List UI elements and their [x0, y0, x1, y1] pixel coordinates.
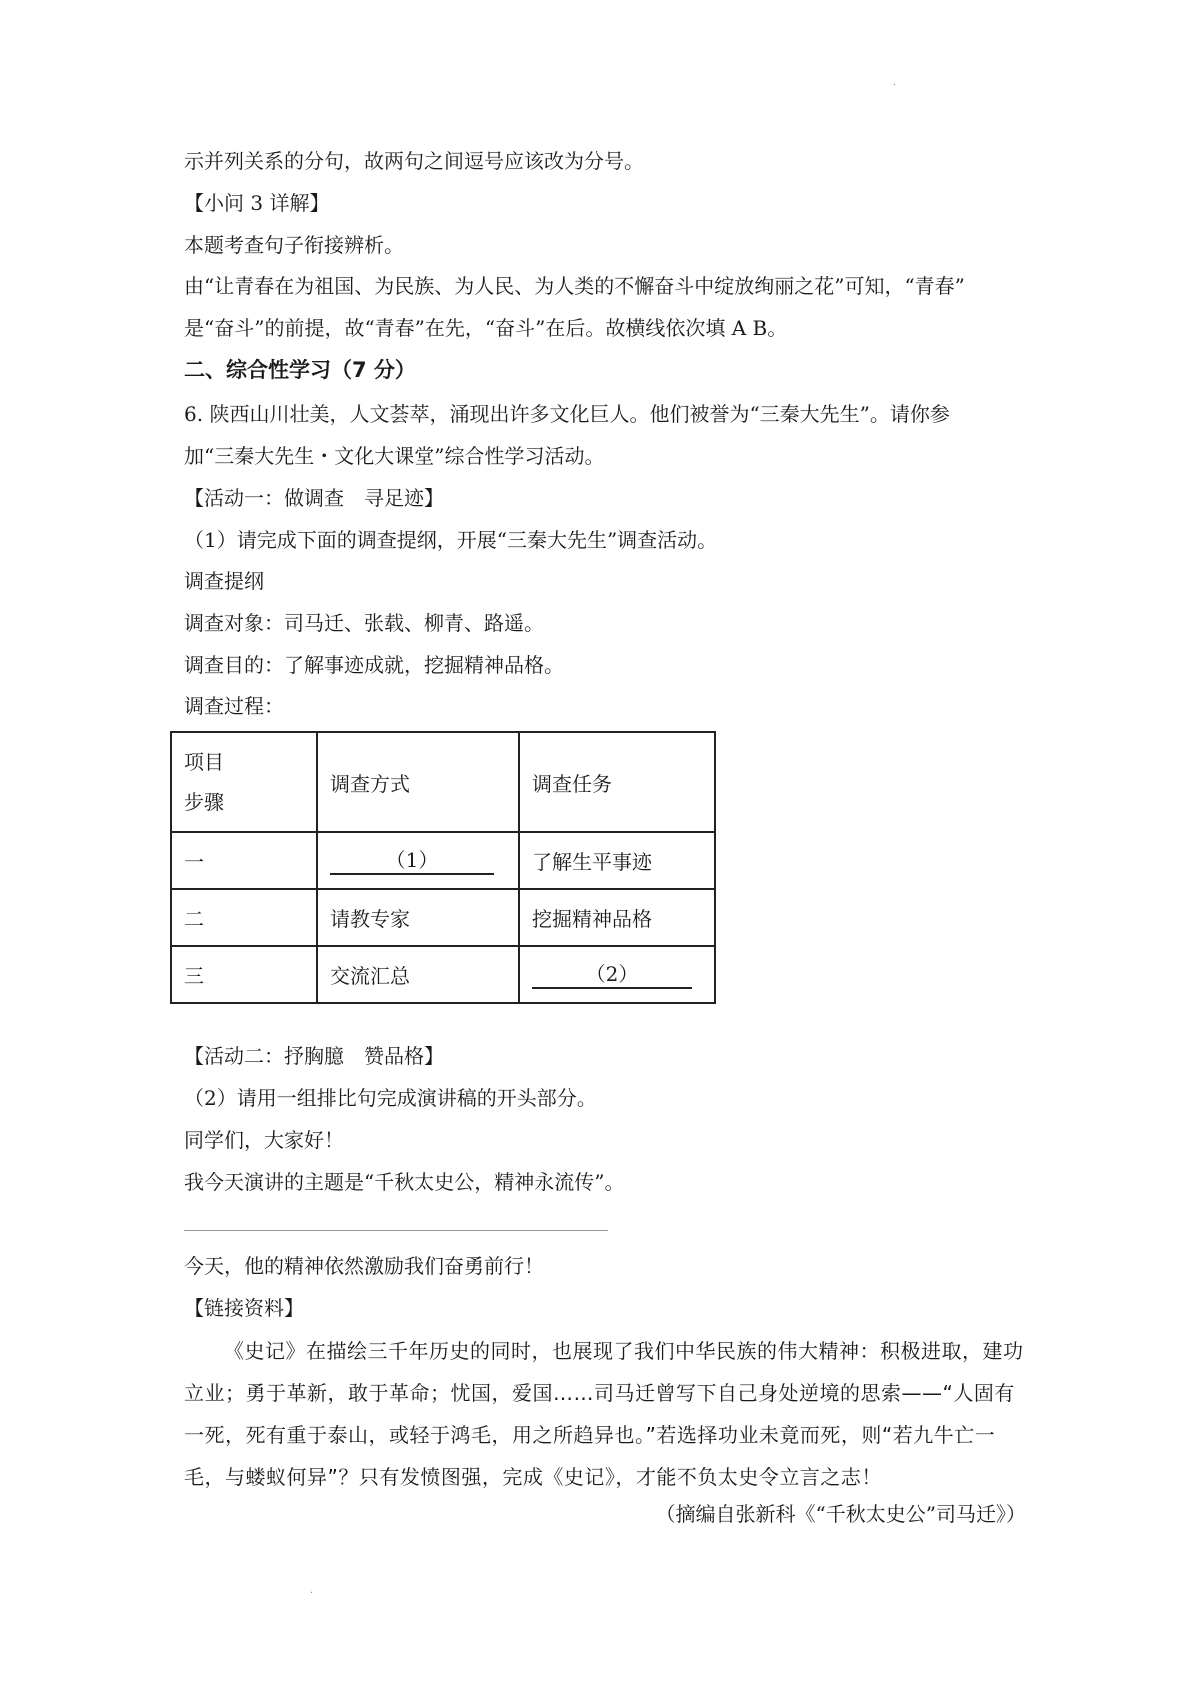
step-cell: 一: [171, 832, 317, 889]
survey-table: [170, 731, 716, 1004]
header-task: 调查任务: [519, 732, 715, 832]
header-step: 步骤: [184, 790, 224, 814]
link-heading: 【链接资料】: [184, 1296, 304, 1320]
subquestion-heading: 【小问 3 详解】: [184, 191, 330, 215]
task-cell: 了解生平事迹: [519, 832, 715, 889]
outline-purpose: 调查目的：了解事迹成就，挖掘精神品格。: [184, 653, 564, 677]
answer-line[interactable]: [184, 1230, 608, 1231]
fill-blank-1[interactable]: （1）: [330, 847, 494, 875]
task-cell: [519, 946, 715, 1003]
text-line: 是“奋斗”的前提，故“青春”在先，“奋斗”在后。故横线依次填 A B。: [184, 316, 788, 340]
speech-greeting: 同学们，大家好！: [184, 1128, 344, 1152]
outline-title: 调查提纲: [184, 569, 264, 593]
speech-closing: 今天，他的精神依然激励我们奋勇前行！: [184, 1254, 544, 1278]
table-header-row: [171, 732, 715, 832]
activity-heading: 【活动一：做调查 寻足迹】: [184, 486, 444, 510]
outline-objects: 调查对象：司马迁、张载、柳青、路遥。: [184, 611, 544, 635]
text-line: 本题考查句子衔接辨析。: [184, 233, 404, 257]
material-paragraph: 《史记》在描绘三千年历史的同时，也展现了我们中华民族的伟大精神：积极进取，建功立业；勇于革新，敢于革命；忧国，爱国……司马迁曾写下自己身处逆境的思索——“人固有一死，死有重于泰山，或轻于鸿毛，用之所趋异也。”若选择功业未竟而死，则“若九牛亡一毛，与蝼蚁何异”？只有发愤图强，完成《史记》，才能不负太史令立言之志！: [184, 1339, 1024, 1489]
header-item-step: [171, 732, 317, 832]
scan-dot: ·: [310, 1588, 314, 1599]
header-item: 项目: [184, 750, 224, 774]
question-text: 加“三秦大先生・文化大课堂”综合性学习活动。: [184, 444, 605, 468]
text-line: 由“让青春在为祖国、为民族、为人民、为人类的不懈奋斗中绽放绚丽之花”可知，“青春”: [184, 274, 965, 298]
table-row: [171, 889, 715, 946]
method-cell: 请教专家: [317, 889, 519, 946]
outline-process: 调查过程：: [184, 694, 284, 718]
step-cell: 二: [171, 889, 317, 946]
material-source: （摘编自张新科《“千秋太史公”司马迁》）: [655, 1502, 1026, 1526]
table-row: [171, 832, 715, 889]
header-method: 调查方式: [317, 732, 519, 832]
fill-blank-2[interactable]: （2）: [532, 961, 692, 989]
task-text: （2）请用一组排比句完成演讲稿的开头部分。: [184, 1086, 597, 1110]
speech-theme: 我今天演讲的主题是“千秋太史公，精神永流传”。: [184, 1170, 625, 1194]
text-line: 示并列关系的分句，故两句之间逗号应该改为分号。: [184, 149, 644, 173]
scan-dot: ·: [893, 80, 897, 91]
section-heading: 二、综合性学习（7 分）: [184, 358, 416, 382]
method-cell: [317, 832, 519, 889]
activity-heading: 【活动二：抒胸臆 赞品格】: [184, 1044, 444, 1068]
table-row: [171, 946, 715, 1003]
step-cell: 三: [171, 946, 317, 1003]
task-cell: 挖掘精神品格: [519, 889, 715, 946]
method-cell: 交流汇总: [317, 946, 519, 1003]
task-text: （1）请完成下面的调查提纲，开展“三秦大先生”调查活动。: [184, 528, 718, 552]
question-text: 6. 陕西山川壮美，人文荟萃，涌现出许多文化巨人。他们被誉为“三秦大先生”。请你参: [184, 402, 950, 426]
